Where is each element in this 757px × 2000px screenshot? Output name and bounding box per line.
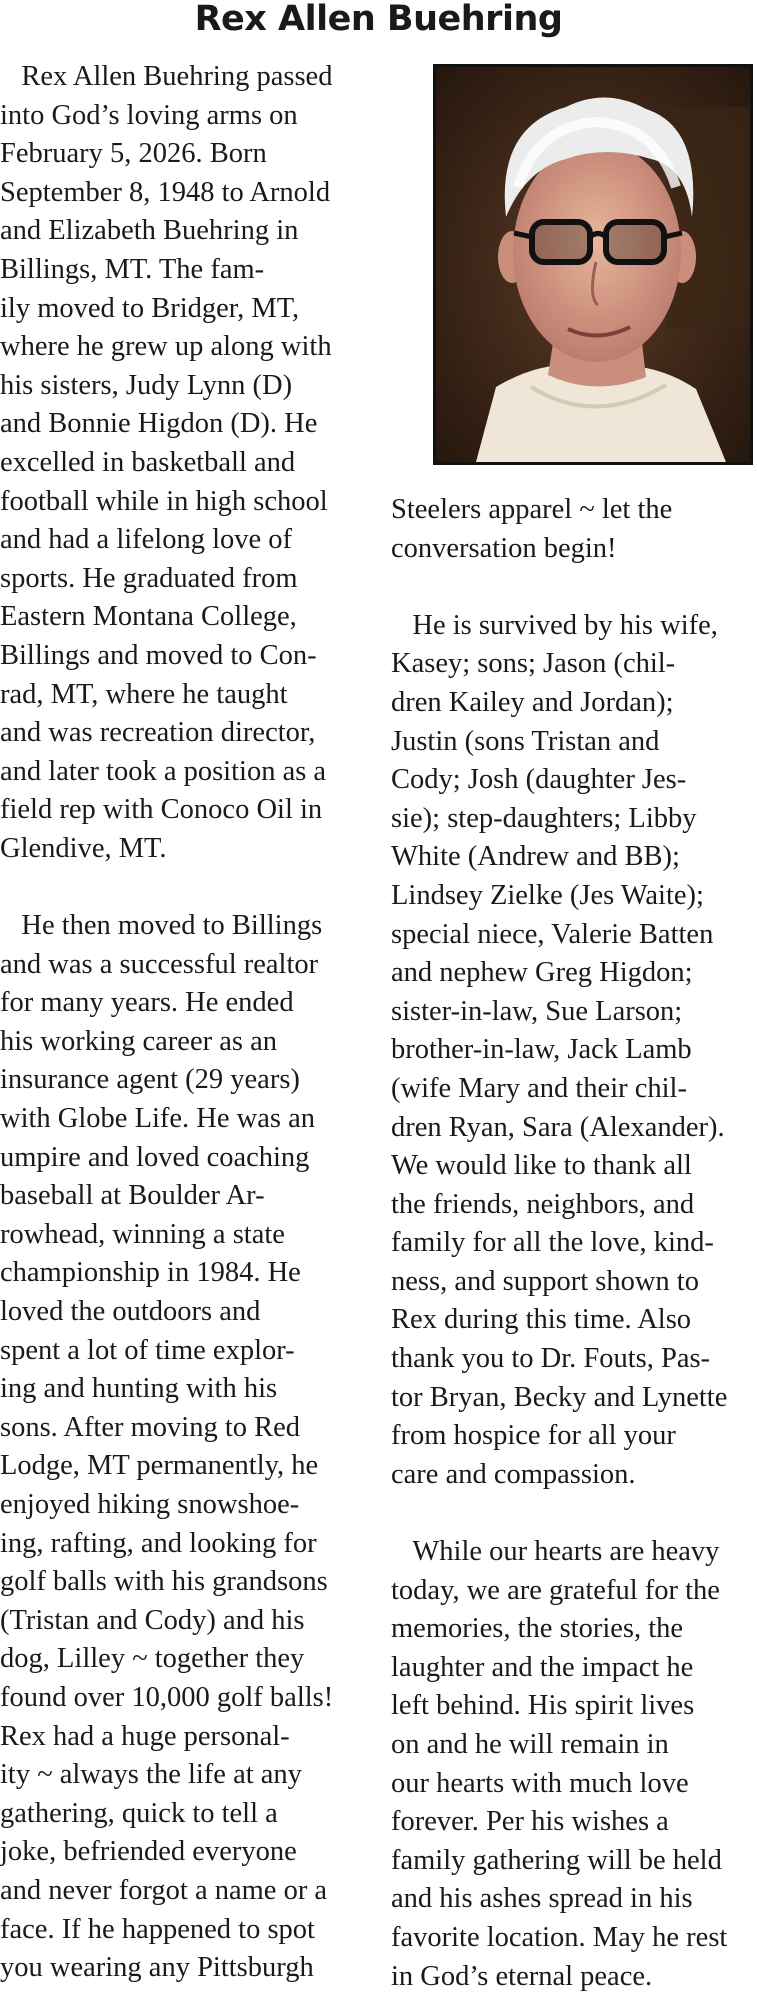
text-line: conversation begin! [391,532,617,564]
text-line: sie); step-daughters; Libby [391,802,697,834]
text-line: White (Andrew and BB); [391,841,680,873]
text-line: care and compassion. [391,1458,636,1490]
text-line: dren Ryan, Sara (Alexander). [391,1111,725,1143]
text-line: excelled in basketball and [0,446,296,478]
text-line: February 5, 2026. Born [0,138,267,170]
text-line: our hearts with much love [391,1767,689,1799]
text-line: family for all the love, kind- [391,1227,714,1259]
text-line: Billings and moved to Con- [0,639,317,671]
text-line: golf balls with his grandsons [0,1566,328,1598]
text-line: September 8, 1948 to Arnold [0,176,331,208]
text-line: joke, befriended everyone [0,1836,297,1868]
left-text-column [0,58,372,1988]
paragraph-gap [391,568,757,607]
text-line: for many years. He ended [0,987,294,1019]
text-line: on and he will remain in [391,1729,669,1760]
text-line: (wife Mary and their chil- [391,1072,687,1104]
paragraph-gap [0,868,372,907]
obituary-title: Rex Allen Buehring [194,0,563,39]
text-line: found over 10,000 golf balls! [0,1681,334,1713]
text-line: Glendive, MT. [0,832,167,864]
text-line: and later took a position as a [0,755,327,787]
text-line: insurance agent (29 years) [0,1064,300,1096]
text-line: loved the outdoors and [0,1296,261,1327]
text-line: Rex Allen Buehring passed [0,61,333,92]
text-line: enjoyed hiking snowshoe- [0,1488,300,1520]
text-line: and was a successful realtor [0,948,319,980]
text-line: dren Kailey and Jordan); [391,686,674,718]
text-line: face. If he happened to spot [0,1913,315,1945]
text-line: ity ~ always the life at any [0,1759,302,1791]
text-line: where he grew up along with [0,331,332,363]
text-line: and was recreation director, [0,717,316,749]
text-line: Rex during this time. Also [391,1304,692,1336]
portrait-photo [433,64,753,465]
portrait-illustration [436,67,750,462]
text-line: the friends, neighbors, and [391,1188,695,1220]
text-line: you wearing any Pittsburgh [0,1952,314,1984]
text-line: He then moved to Billings [0,910,323,942]
text-line: from hospice for all your [391,1420,676,1452]
text-line: (Tristan and Cody) and his [0,1604,305,1636]
text-line: sister-in-law, Sue Larson; [391,995,683,1027]
text-line: tor Bryan, Becky and Lynette [391,1381,728,1413]
text-line: field rep with Conoco Oil in [0,794,323,826]
text-line: gathering, quick to tell a [0,1797,278,1829]
text-line: Billings, MT. The fam- [0,253,265,285]
text-line: left behind. His spirit lives [391,1690,695,1722]
text-line: He is survived by his wife, [391,609,718,641]
text-line: forever. Per his wishes a [391,1806,669,1838]
text-line: rowhead, winning a state [0,1218,285,1250]
text-line: with Globe Life. He was an [0,1103,315,1135]
text-line: his sisters, Judy Lynn (D) [0,369,293,401]
paragraph-gap [391,1494,757,1533]
text-line: in God’s eternal peace. [391,1960,653,1992]
text-line: While our hearts are heavy [391,1536,720,1568]
text-line: championship in 1984. He [0,1257,301,1289]
text-line: and nephew Greg Higdon; [391,957,693,989]
text-line: thank you to Dr. Fouts, Pas- [391,1343,711,1375]
text-line: Lodge, MT permanently, he [0,1450,319,1482]
text-line: ing, rafting, and looking for [0,1527,317,1559]
text-line: brother-in-law, Jack Lamb [391,1034,692,1066]
text-line: Lindsey Zielke (Jes Waite); [391,879,704,911]
text-line: umpire and loved coaching [0,1141,310,1173]
text-line: Kasey; sons; Jason (chil- [391,648,676,680]
text-line: his working career as an [0,1025,277,1057]
text-line: family gathering will be held [391,1844,722,1876]
text-line: and Elizabeth Buehring in [0,215,299,247]
text-line: into God’s loving arms on [0,99,298,131]
text-line: football while in high school [0,485,328,517]
text-line: ing and hunting with his [0,1373,278,1405]
text-line: Justin (sons Tristan and [391,725,660,757]
text-line: Steelers apparel ~ let the [391,494,673,525]
right-text-column [391,491,757,1996]
text-line: today, we are grateful for the [391,1574,720,1606]
text-line: sports. He graduated from [0,562,298,594]
text-line: and his ashes spread in his [391,1883,693,1915]
text-line: ness, and support shown to [391,1265,699,1297]
text-line: and never forgot a name or a [0,1874,328,1906]
text-line: rad, MT, where he taught [0,678,288,710]
text-line: memories, the stories, the [391,1613,684,1645]
text-line: baseball at Boulder Ar- [0,1180,265,1212]
text-line: We would like to thank all [391,1150,692,1182]
text-line: Eastern Montana College, [0,601,297,633]
text-line: favorite location. May he rest [391,1921,728,1953]
text-line: Cody; Josh (daughter Jes- [391,764,687,796]
text-line: special niece, Valerie Batten [391,918,714,950]
text-line: spent a lot of time explor- [0,1334,295,1366]
text-line: ily moved to Bridger, MT, [0,292,300,324]
text-line: and had a lifelong love of [0,524,293,556]
text-line: laughter and the impact he [391,1651,694,1683]
text-line: and Bonnie Higdon (D). He [0,408,318,440]
text-line: dog, Lilley ~ together they [0,1643,305,1675]
text-line: Rex had a huge personal- [0,1720,290,1752]
text-line: sons. After moving to Red [0,1411,301,1443]
